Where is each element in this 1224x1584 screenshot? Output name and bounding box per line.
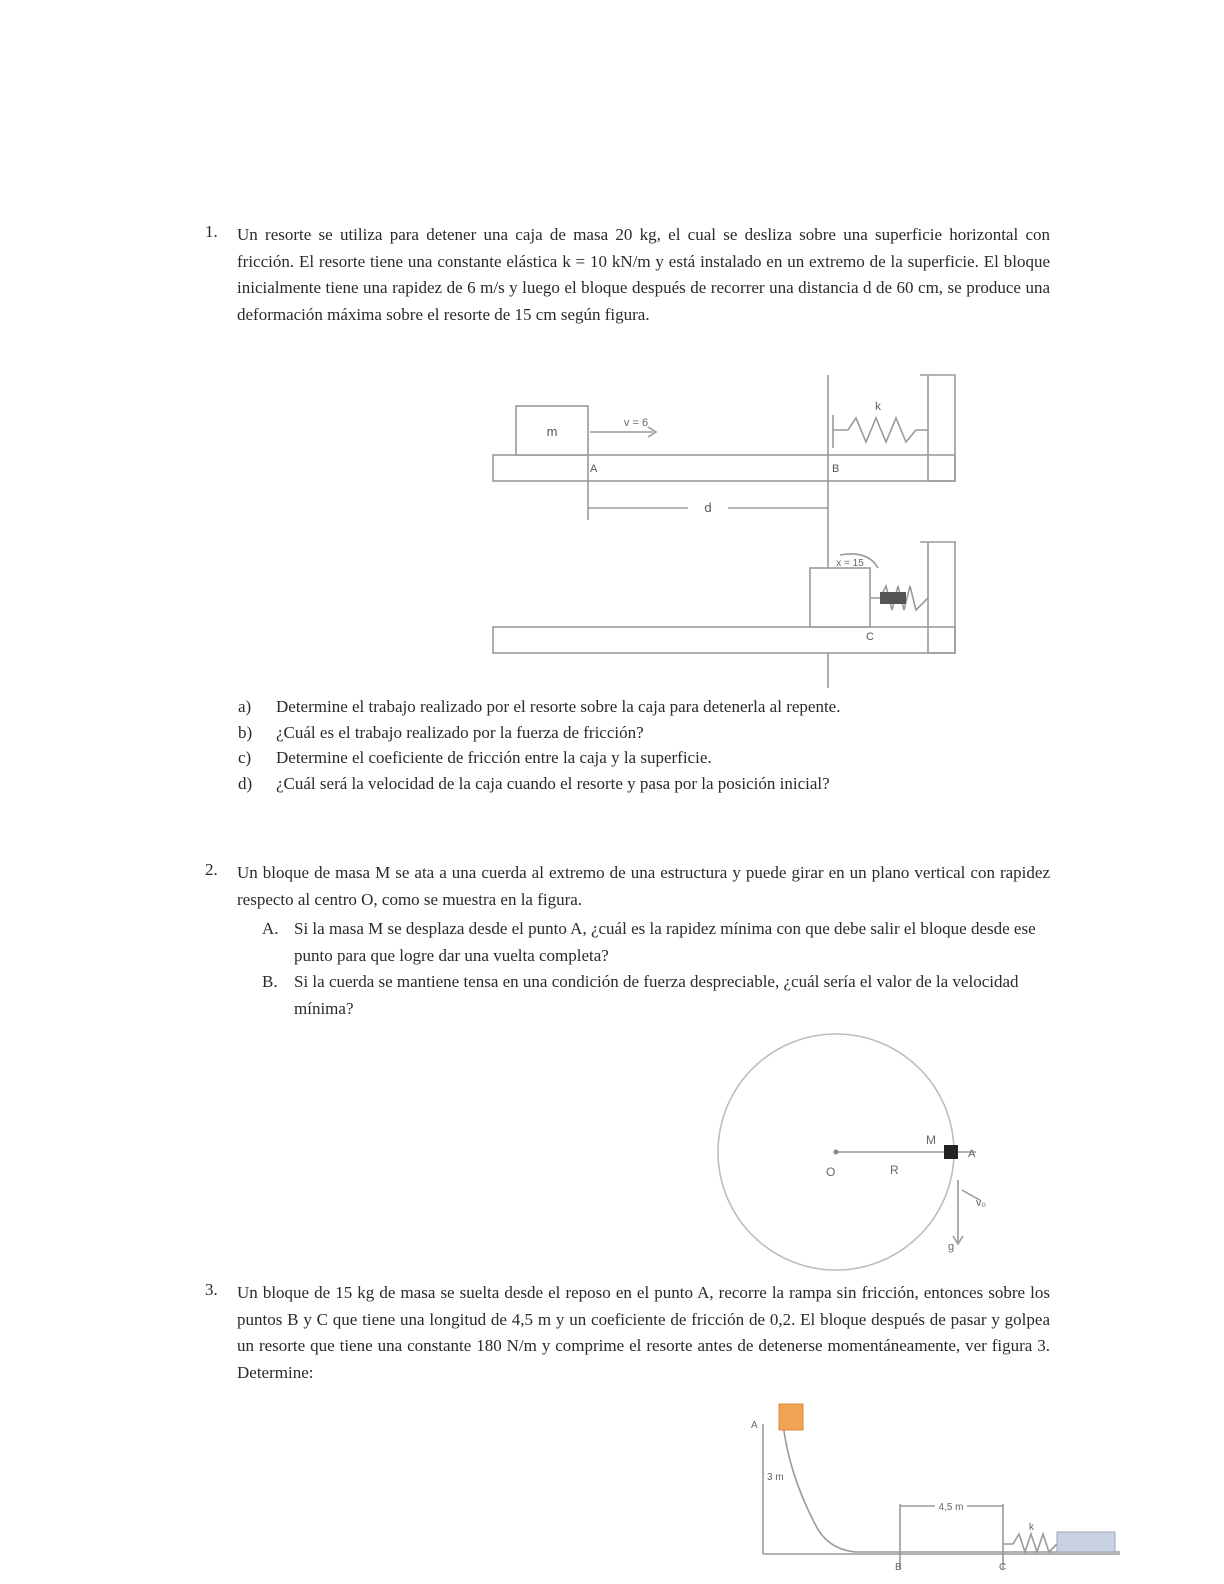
question-item: c) Determine el coeficiente de fricción entre la caja y la superficie. <box>238 748 712 767</box>
point-a-label: A <box>968 1148 976 1160</box>
compression-label: x = 15 <box>836 558 864 569</box>
velocity-label: v₀ <box>976 1197 987 1209</box>
mass-label: m <box>546 424 558 439</box>
point-a-label: A <box>590 463 598 475</box>
spring-label: k <box>875 399 881 413</box>
block-m <box>944 1145 958 1159</box>
radius-label: R <box>890 1163 899 1177</box>
spring-top <box>833 418 928 442</box>
point-b-label: B <box>832 463 840 475</box>
velocity-label: v = 6 <box>623 417 649 429</box>
problem-number: 3. <box>205 1280 218 1299</box>
point-a-label: A <box>751 1420 758 1431</box>
problem-text: Un bloque de 15 kg de masa se suelta desde el reposo en el punto A, recorre la rampa sin fricción, entonces sobre los puntos B y C que tiene una longitud de 4,5 m y un coeficiente de fricción de 0,2. El bloque después de pasar y golpea un resorte que tiene una constante 180 N/m y comprime el resorte antes de detenerse momentáneamente, ver figura 3. Determine: <box>237 1283 1050 1382</box>
center-label: O <box>826 1165 836 1179</box>
block <box>779 1404 803 1430</box>
problem-text: Un bloque de masa M se ata a una cuerda al extremo de una estructura y puede girar en un plano vertical con rapidez respecto al centro O, como se muestra en la figura. <box>237 863 1050 909</box>
floor-bottom <box>493 627 955 653</box>
problem-1 <box>205 222 1050 345</box>
problem-number: 1. <box>205 222 218 241</box>
block-bottom <box>810 568 870 627</box>
spring-support <box>1057 1532 1115 1552</box>
question-item: A. Si la masa M se desplaza desde el punto A, ¿cuál es la rapidez mínima con que debe salir el bloque desde ese punto para que logre dar una vuelta completa? <box>262 919 1036 965</box>
problem-1-questions <box>238 694 1038 796</box>
problem-text: Un resorte se utiliza para detener una caja de masa 20 kg, el cual se desliza sobre una superficie horizontal con fricción. El resorte tiene una constante elástica k = 10 kN/m y está instalado en un extremo de la superficie. El bloque inicialmente tiene una rapidez de 6 m/s y luego el bloque después de recorrer una distancia d de 60 cm, se produce una deformación máxima sobre el resorte de 15 cm según figura. <box>237 225 1050 324</box>
problem-2-questions <box>262 916 1042 1022</box>
gravity-label: g <box>948 1241 955 1253</box>
spring-block-figure <box>488 370 968 690</box>
distance-label: d <box>704 500 712 515</box>
question-item: d) ¿Cuál será la velocidad de la caja cuando el resorte y pasa por la posición inicial? <box>238 773 830 793</box>
question-item: B. Si la cuerda se mantiene tensa en una condición de fuerza despreciable, ¿cuál sería el valor de la velocidad mínima? <box>262 972 1019 1018</box>
problem-number: 2. <box>205 860 218 879</box>
floor-top <box>493 455 955 481</box>
spring-label: k <box>1029 1522 1034 1533</box>
point-b-label: B <box>895 1562 902 1573</box>
point-c-label: C <box>866 631 874 643</box>
ramp-figure <box>745 1394 1125 1574</box>
height-label: 3 m <box>767 1472 784 1483</box>
vertical-circle-figure <box>700 1032 1000 1272</box>
problem-3 <box>205 1280 1050 1403</box>
question-item: b) ¿Cuál es el trabajo realizado por la fuerza de fricción? <box>238 722 644 742</box>
question-item: a) Determine el trabajo realizado por el resorte sobre la caja para detenerla al repente. <box>238 697 841 716</box>
block-label: M <box>926 1133 936 1147</box>
point-c-label: C <box>999 1562 1007 1573</box>
distance-label: 4,5 m <box>938 1502 964 1513</box>
